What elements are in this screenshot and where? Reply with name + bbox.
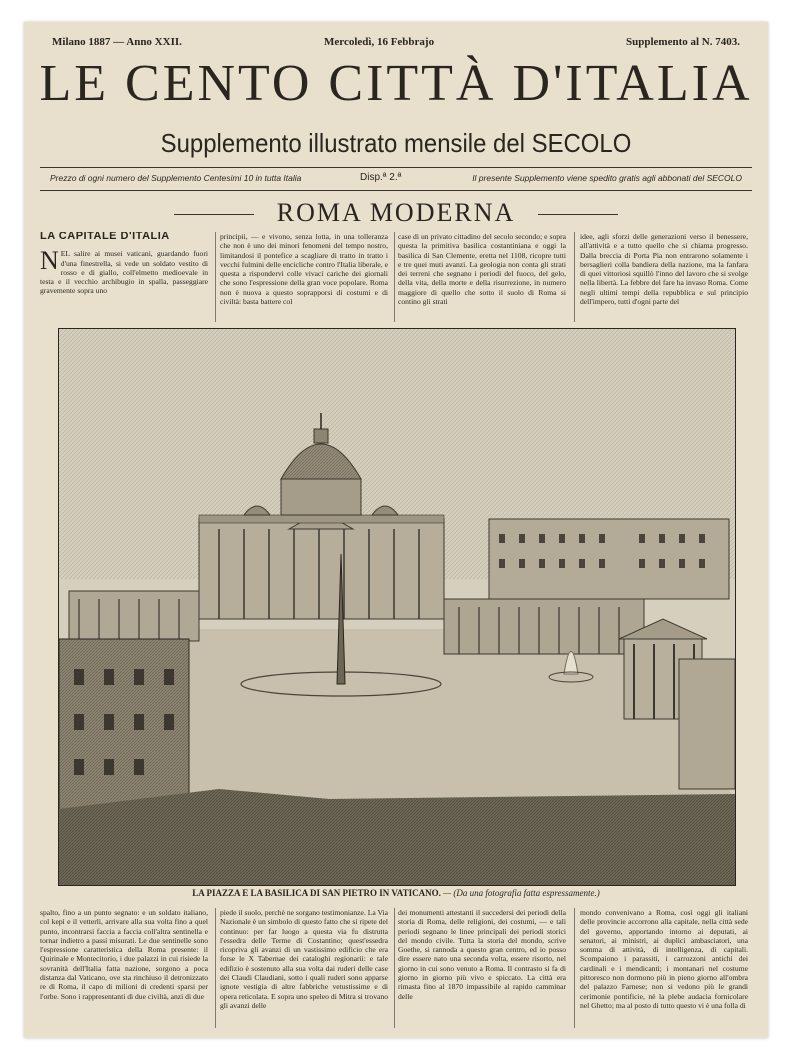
- masthead-subtitle: Supplemento illustrato mensile del SECOLO: [160, 128, 632, 158]
- drop-cap: N: [40, 246, 59, 276]
- top-column-1-text: EL salire ai musei vaticani, guardando fuori d'una finestrella, si vede un soldato vestito di rosso e di giallo, coll'elmetto medioevale in testa e il vecchio archibugio in spalla, passeggiare gravemente sopra uno: [40, 249, 208, 296]
- dateline-center: Mercoledì, 16 Febbrajo: [324, 36, 435, 48]
- column-divider: [394, 908, 395, 1028]
- bottom-column-4: mondo convenivano a Roma, così oggi gli italiani delle provincie accorrono alla capitale, nella città sede del governo, apportando intorno ai deputati, ai senatori, ai ministri, ai duplici ambasciatori, una somma di attività, di intelligenza, di capitali. Scompaiono i parassiti, i carrozzoni antichi dei cardinali e i mendicanti; i montanari nel costume pittoresco non dormono più in pieno giorno all'ombra del palazzo Farnese; non si vedono più le grandi cerimonie pontificie, nè la plebe audacia fornicolare nel Ghetto; ma al posto di tutto questo vi è una folla di: [580, 908, 748, 1010]
- top-column-3: case di un privato cittadino del secolo secondo; e sopra questa la primitiva basilica costantiniana e oggi la basilica di San Clemente, eretta nel 1108, ricopre tutti e tre quei muti avanzi. La geologia non conta gli strati dei terreni che segnano i periodi del fuoco, del gelo, della vita, della morte e della risurrezione, in numero maggiore di quello che sotto il suolo di Roma si contino gli strati: [398, 232, 566, 307]
- bottom-column-3: dei monumenti attestanti il succedersi dei periodi della storia di Roma, delle religioni, dei costumi, — e tali periodi segnano le linee principali dei periodi storici del mondo civile. Tutta la storia del mondo, scrive Goethe, si rannoda a questo gran centro, ed io posso dire essere nato una seconda volta, essere risorto, nel giorno in cui sono venuto a Roma. Il contrasto si fa di giorno in giorno più vivo e spiccato. La città era rimasta fino al 1870 impassibile al rapido camminar delle: [398, 908, 566, 1001]
- top-column-4: idee, agli sforzi delle generazioni verso il benessere, all'attività e a tutto quello che si chiama progresso. Dalla breccia di Porta Pia non entrarono solamente i bersaglieri colla bandiera della nazione, ma la fanfara di quei vittoriosi squillò l'inno del lavoro che si svolge nella libertà. La febbre del fare ha invaso Roma. Come negli ultimi tempi della repubblica e sul principio dell'impero, tutti d'ogni parte del: [580, 232, 748, 307]
- section-title: ROMA MODERNA: [276, 198, 516, 227]
- subscription-note: Il presente Supplemento viene spedito gratis agli abbonati del SECOLO: [472, 173, 742, 183]
- dispensa-number: Disp.ª 2.ª: [360, 172, 402, 183]
- column-divider: [215, 908, 216, 1028]
- dateline-left: Milano 1887 — Anno XXII.: [52, 36, 182, 48]
- top-columns: [40, 232, 752, 324]
- bottom-column-2: piede il suolo, perchè ne sorgano testimonianze. La Via Nazionale è un simbolo di questo fatto che si ripete del continuo: per far luogo a questa via fu distrutta l'essedra delle Terme di Costantino; quest'essedra ricopriva gli avanzi di un vastissimo edificio che era forse le X Tabernae dei cataloghi regionarii: e tale edifizio è sostenuto alla sua volta dai ruderi delle case dei Claudi Claudiani, sotto i quali ruderi sono apparse ignote vestigia di altre fabbriche vetustissime e di opera reticolata. E sopra uno speleo di Mitra si trovano gli avanzi delle: [220, 908, 388, 1010]
- illustration-caption: [58, 888, 734, 898]
- bottom-column-1: spalto, fino a un punto segnato: e un soldato italiano, col kepì e il vetterli, arrivare alla sua volta fino a quel punto, incontrarsi faccia a faccia coll'altra sentinella e tornar indietro a passi misurati. Le due sentinelle sono l'espressione caratteristica della Roma presente: il Quirinale e Montecitorio, i due palazzi in cui risiede la sovranità dell'Italia fatta nazione, sorgono a poca distanza dal Vaticano, ove sta rinchiuso il detronizzato re di Roma, il capo di milioni di credenti sparsi per l'orbe. Sono i rappresentanti di due civiltà, anzi di due: [40, 908, 208, 1001]
- info-bar: [40, 167, 752, 191]
- price-note: Prezzo di ogni numero del Supplemento Centesimi 10 in tutta Italia: [50, 173, 302, 183]
- column-divider: [215, 232, 216, 322]
- engraving-illustration: [58, 328, 736, 886]
- st-peters-square-engraving: [59, 329, 735, 885]
- dateline: [52, 36, 740, 50]
- column-divider: [574, 232, 575, 322]
- title-rule-right: [538, 214, 618, 215]
- bottom-columns: [40, 908, 752, 1030]
- newspaper-page: [24, 22, 768, 1038]
- caption-title: LA PIAZZA E LA BASILICA DI SAN PIETRO IN VATICANO.: [192, 888, 441, 898]
- article-heading: LA CAPITALE D'ITALIA: [40, 232, 170, 242]
- dateline-right: Supplemento al N. 7403.: [626, 36, 740, 48]
- column-divider: [394, 232, 395, 322]
- top-column-1: [40, 232, 208, 324]
- top-column-2: principii, — e vivono, senza lotta, in una tolleranza che non è uno dei minori fenomeni del tempo nostro, limitandosi il pontefice a scagliare di tratto in tratto i vecchi fulmini delle encicliche contro l'Italia liberale, e questa a rispondervi colle vivaci cariche dei giornali che sono l'espressione della gran voce popolare. Roma non è nuova a questo soprapporsi di costumi e di civiltà: basta battere col: [220, 232, 388, 307]
- caption-source: — (Da una fotografia fatta espressamente.): [443, 888, 600, 898]
- masthead-title: LE CENTO CITTÀ D'ITALIA: [39, 55, 753, 112]
- column-divider: [574, 908, 575, 1028]
